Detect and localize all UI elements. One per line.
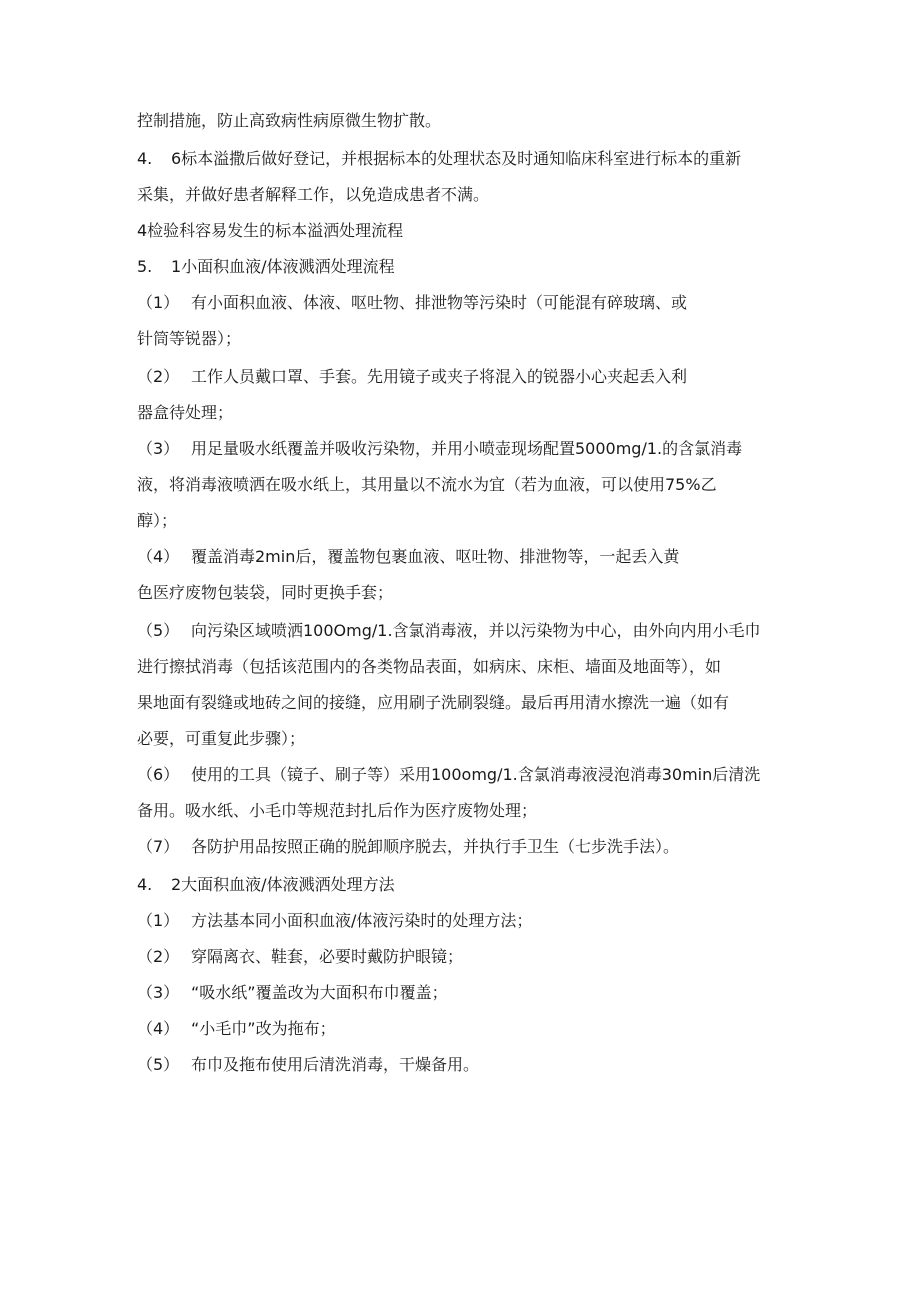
line-text: 覆盖消毒2min后，覆盖物包裹血液、呕吐物、排泄物等，一起丢入黄 [191, 547, 680, 566]
item-number: （2） [137, 947, 180, 966]
line-text: 布巾及拖布使用后清洗消毒，干燥备用。 [191, 1055, 480, 1074]
line-text: 采集，并做好患者解释工作，以免造成患者不满。 [137, 185, 490, 204]
text-line [137, 728, 305, 750]
list-item [137, 438, 742, 460]
item-number: （5） [137, 1055, 180, 1074]
text-line [137, 184, 489, 206]
list-item [137, 910, 532, 932]
line-text: 备用。吸水纸、小毛巾等规范封扎后作为医疗废物处理； [137, 801, 538, 820]
text-line [137, 692, 729, 714]
text-line [137, 510, 177, 532]
section-heading [137, 874, 395, 896]
text-line [137, 328, 241, 350]
line-text: “小毛巾”改为拖布； [191, 1019, 336, 1038]
list-item [137, 366, 687, 388]
item-number: （4） [137, 547, 180, 566]
text-line [137, 402, 233, 424]
line-text: 使用的工具（镜子、刷子等）采用100omg∕1.含氯消毒液浸泡消毒30min后清洗 [191, 765, 761, 784]
list-item [137, 764, 760, 786]
line-text: 进行擦拭消毒（包括该范围内的各类物品表面，如病床、床柜、墙面及地面等），如 [137, 657, 722, 676]
section-number: 4. [137, 149, 153, 168]
line-text: 有小面积血液、体液、呕吐物、排泄物等污染时（可能混有碎玻璃、或 [191, 293, 688, 312]
line-text: 2大面积血液/体液溅洒处理方法 [171, 875, 395, 894]
item-number: （2） [137, 367, 180, 386]
text-line [137, 800, 537, 822]
line-text: 4检验科容易发生的标本溢洒处理流程 [137, 221, 404, 240]
line-text: 针筒等锐器）； [137, 329, 242, 348]
text-line [137, 474, 717, 496]
list-item [137, 546, 679, 568]
item-number: （5） [137, 621, 180, 640]
line-text: 醇）； [137, 511, 178, 530]
list-item [137, 1018, 336, 1040]
line-text: 方法基本同小面积血液/体液污染时的处理方法； [191, 911, 533, 930]
line-text: 液，将消毒液喷洒在吸水纸上，其用量以不流水为宜（若为血液，可以使用75%乙 [137, 475, 717, 494]
line-text: 果地面有裂缝或地砖之间的接缝，应用刷子洗刷裂缝。最后再用清水擦洗一遍（如有 [137, 693, 730, 712]
line-text: 器盒待处理； [137, 403, 234, 422]
item-number: （6） [137, 765, 180, 784]
line-text: “吸水纸”覆盖改为大面积布巾覆盖； [191, 983, 448, 1002]
section-heading [137, 148, 741, 170]
line-text: 必要，可重复此步骤）； [137, 729, 306, 748]
line-text: 各防护用品按照正确的脱卸顺序脱去，并执行手卫生（七步洗手法）。 [191, 837, 680, 856]
line-text: 向污染区域喷洒100Omg∕1.含氯消毒液，并以污染物为中心，由外向内用小毛巾 [191, 621, 761, 640]
section-heading [137, 220, 403, 242]
text-line [137, 582, 393, 604]
section-number: 4. [137, 875, 153, 894]
line-text: 穿隔离衣、鞋套，必要时戴防护眼镜； [191, 947, 464, 966]
item-number: （3） [137, 983, 180, 1002]
item-number: （1） [137, 293, 180, 312]
line-text: 控制措施，防止高致病性病原微生物扩散。 [137, 111, 442, 130]
list-item [137, 836, 679, 858]
item-number: （1） [137, 911, 180, 930]
list-item [137, 946, 463, 968]
text-line [137, 110, 441, 132]
list-item [137, 982, 448, 1004]
line-text: 6标本溢撒后做好登记，并根据标本的处理状态及时通知临床科室进行标本的重新 [171, 149, 742, 168]
item-number: （4） [137, 1019, 180, 1038]
list-item [137, 620, 761, 642]
list-item [137, 292, 687, 314]
item-number: （7） [137, 837, 180, 856]
text-line [137, 656, 721, 678]
item-number: （3） [137, 439, 180, 458]
line-text: 工作人员戴口罩、手套。先用镜子或夹子将混入的锐器小心夹起丢入利 [191, 367, 688, 386]
section-number: 5. [137, 257, 153, 276]
line-text: 1小面积血液/体液溅洒处理流程 [171, 257, 395, 276]
line-text: 用足量吸水纸覆盖并吸收污染物，并用小喷壶现场配置5000mg∕1.的含氯消毒 [191, 439, 743, 458]
line-text: 色医疗废物包装袋，同时更换手套； [137, 583, 394, 602]
section-heading [137, 256, 395, 278]
list-item [137, 1054, 479, 1076]
